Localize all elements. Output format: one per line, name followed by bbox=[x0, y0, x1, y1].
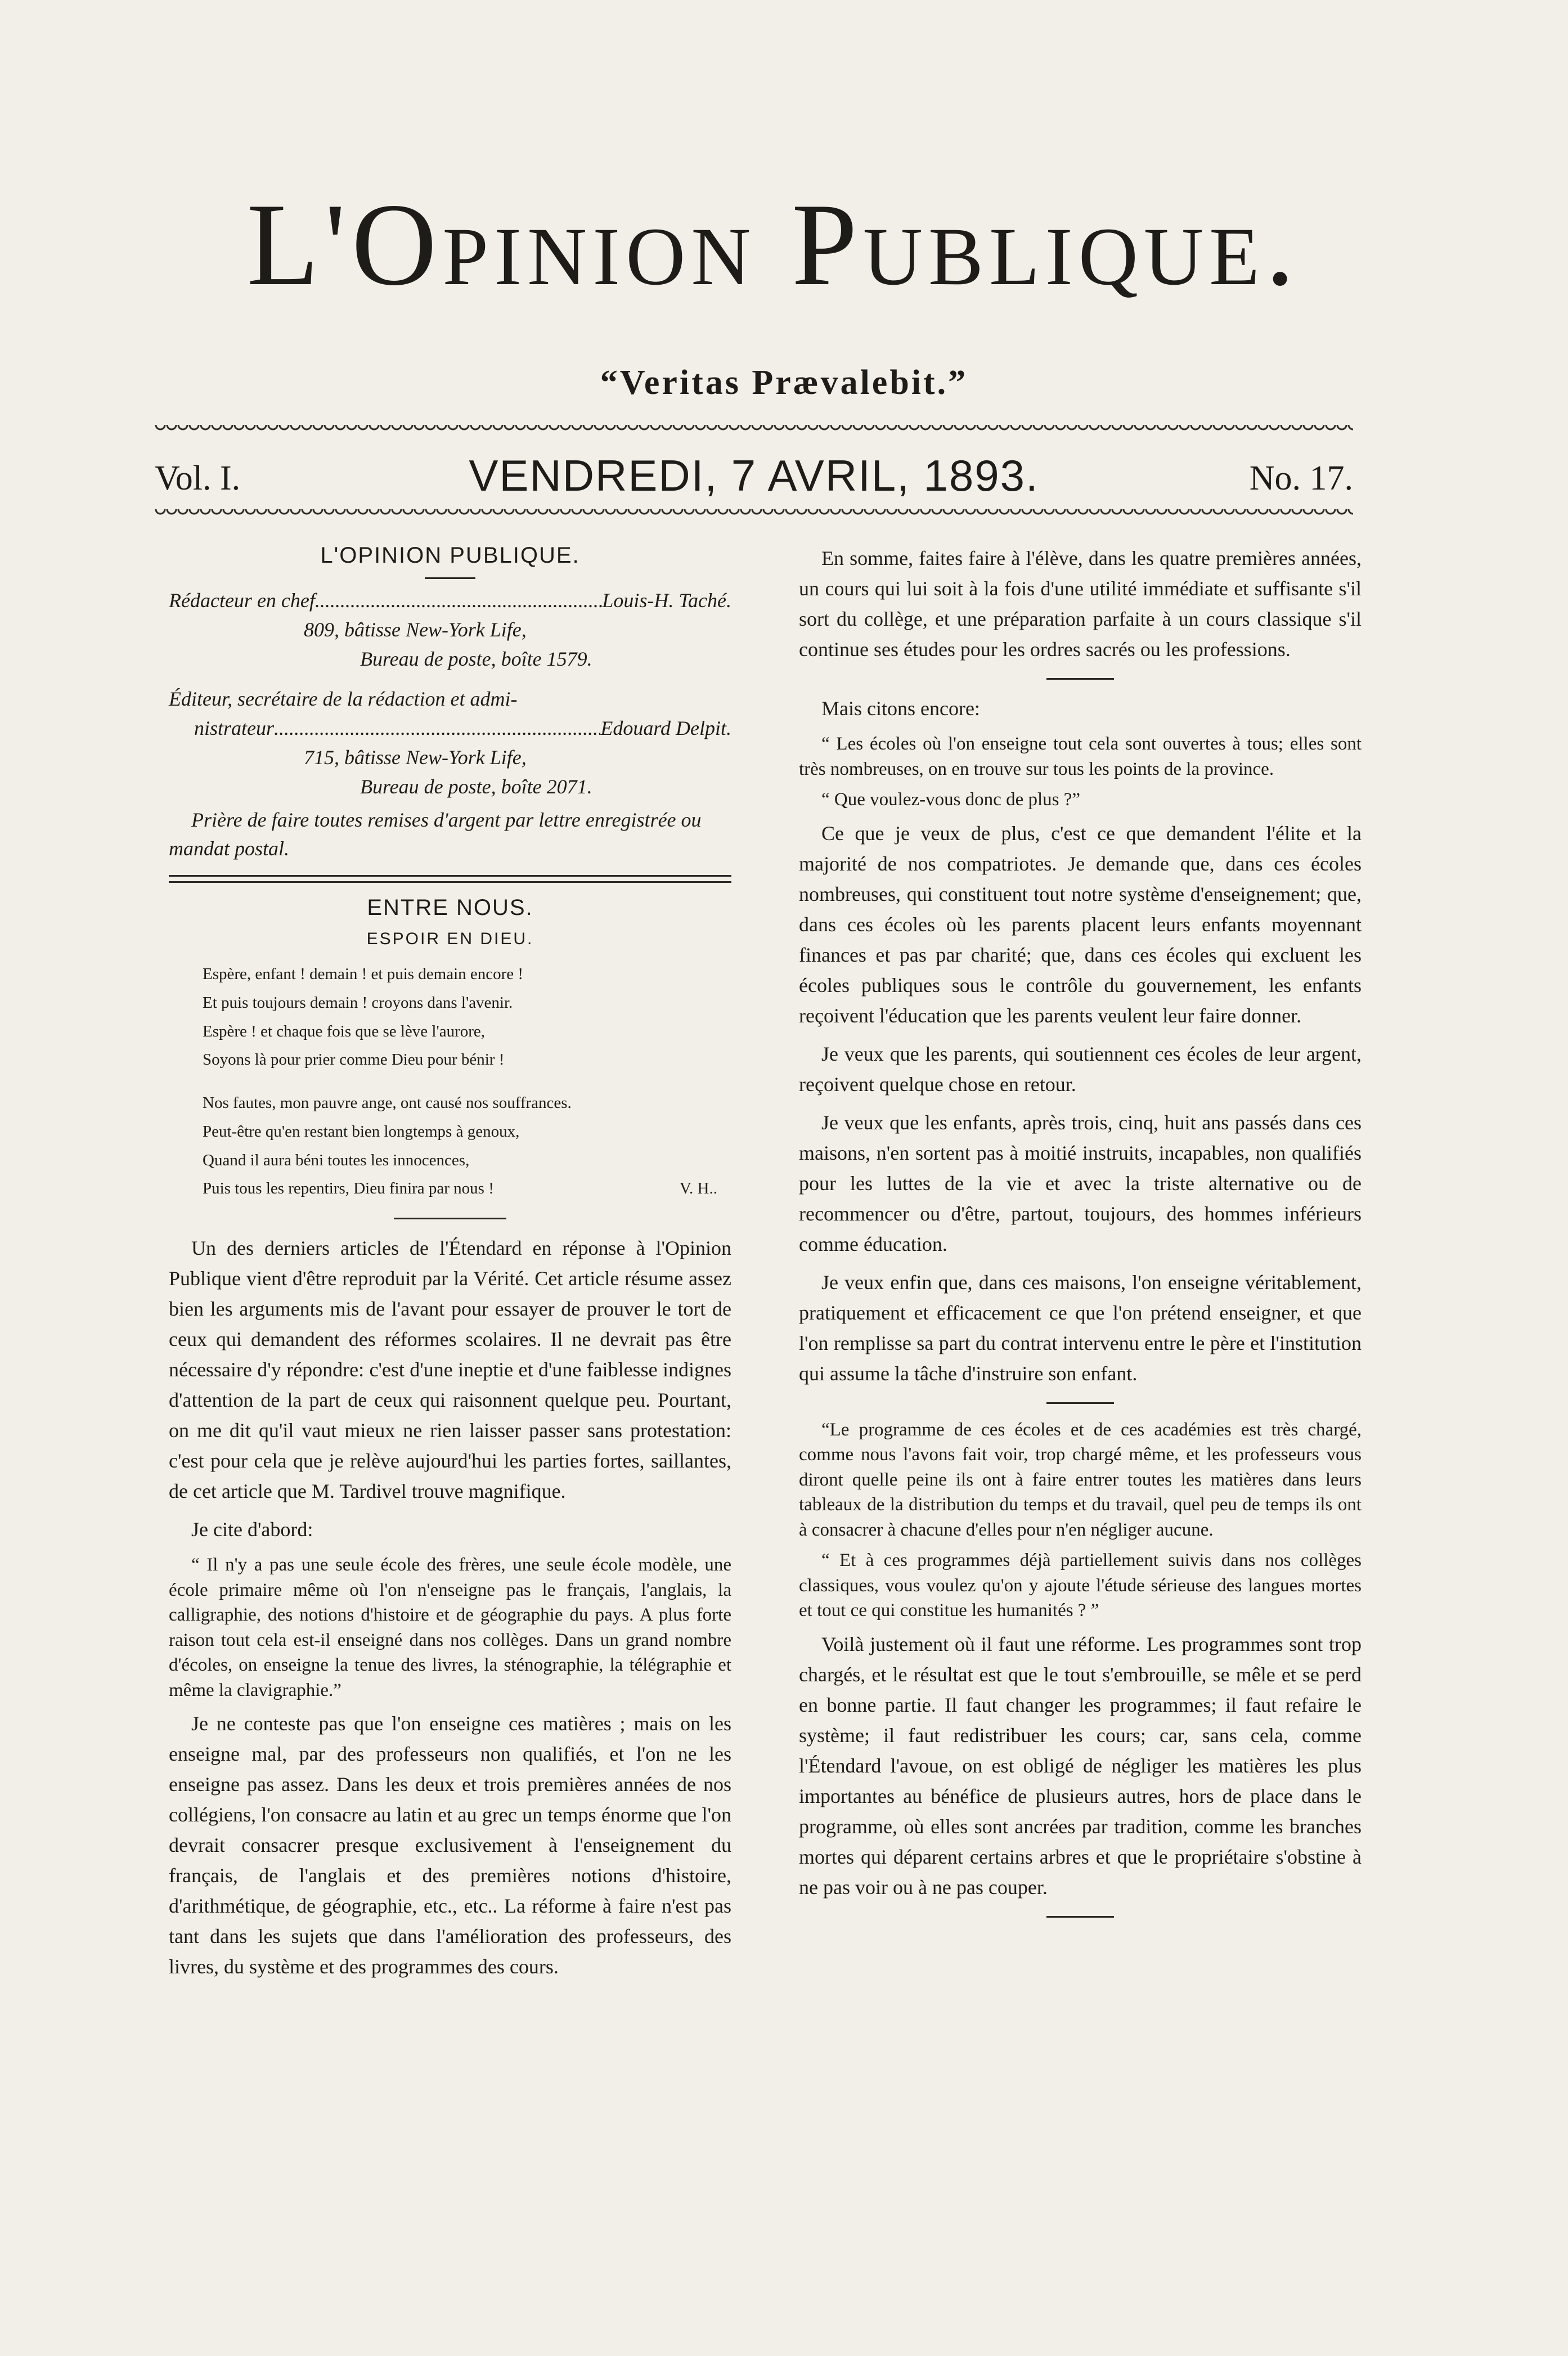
article-quote: “ Et à ces programmes déjà partiellement suivis dans nos collèges classiques, vous voulez qu'on y ajoute l'étude sérieuse des langues mortes et tout ce qui constitue les humanités ? ” bbox=[799, 1550, 1362, 1621]
poem-line: Espère ! et chaque fois que se lève l'aurore, bbox=[203, 1022, 486, 1040]
article-quote: “ Il n'y a pas une seule école des frères, une seule école modèle, une école primaire même où l'on n'enseigne pas le français, l'anglais, la calligraphie, des notions d'histoire et de géographie du pays. A plus forte raison tout cela est-il enseigné dans nos collèges. Dans un grand nombre d'écoles, on enseigne la tenue des livres, la sténographie, la télégraphie et même la clavigraphie.” bbox=[169, 1555, 731, 1700]
editor-line bbox=[169, 586, 731, 615]
article-paragraph: Je veux que les parents, qui soutiennent ces écoles de leur argent, reçoivent quelque chose en retour. bbox=[799, 1042, 1362, 1096]
article-paragraph: Je veux que les enfants, après trois, cinq, huit ans passés dans ces maisons, n'en sortent pas à moitié instruits, incapables, non qualifiés pour les luttes de la vie et avec la triste alternative ou de recommencer ou d'être, partout, toujours, des hommes inférieurs comme éducation. bbox=[799, 1111, 1362, 1255]
publisher-role-2: nistrateur bbox=[194, 716, 275, 739]
article-paragraph: Voilà justement où il faut une réforme. Les programmes sont trop chargés, et le résultat est que le tout s'embrouille, se mêle et se perd en bonne partie. Il faut changer les programmes; il faut refaire le système; il faut redistribuer les cours; car, sans cela, comme l'Étendard l'avoue, on est obligé de négliger les matières les plus importantes au bénéfice de plusieurs autres, hors de place dans le programme, où elles sont ancrées par tradition, comme les branches mortes qui déparent certains arbres et que le propriétaire s'obstine à ne pas voir ou à ne pas couper. bbox=[799, 1633, 1362, 1899]
payment-notice: Prière de faire toutes remises d'argent par lettre enregistrée ou mandat postal. bbox=[169, 809, 702, 860]
article-paragraph: Je cite d'abord: bbox=[191, 1518, 313, 1541]
editor-box: Bureau de poste, boîte 1579. bbox=[360, 648, 592, 671]
volume-label: Vol. I. bbox=[155, 459, 241, 497]
poem-line: Nos fautes, mon pauvre ange, ont causé nos souffrances. bbox=[203, 1094, 572, 1112]
divider bbox=[425, 577, 475, 579]
double-rule bbox=[169, 875, 731, 883]
poem-line: Et puis toujours demain ! croyons dans l'avenir. bbox=[203, 993, 513, 1012]
poem-line: Peut-être qu'en restant bien longtemps à genoux, bbox=[203, 1122, 520, 1141]
masthead-motto: “Veritas Prævalebit.” bbox=[600, 364, 968, 402]
entre-nous-heading: ENTRE NOUS. bbox=[367, 895, 533, 921]
right-column bbox=[799, 543, 1362, 1931]
poem-signature: V. H.. bbox=[679, 1179, 717, 1198]
publisher-address: 715, bâtisse New-York Life, bbox=[304, 746, 527, 769]
divider bbox=[1046, 678, 1114, 680]
article-quote: “ Que voulez-vous donc de plus ?” bbox=[821, 789, 1081, 810]
poem bbox=[169, 960, 731, 1203]
publisher-name: Edouard Delpit. bbox=[600, 716, 731, 739]
poem-stanza bbox=[203, 960, 731, 1074]
poem-line-text: Puis tous les repentirs, Dieu finira par nous ! bbox=[203, 1179, 494, 1198]
article-quote: “ Les écoles où l'on enseigne tout cela sont ouvertes à tous; elles sont très nombreuses, on en trouve sur tous les points de la province. bbox=[799, 734, 1362, 779]
leader-dots bbox=[315, 586, 602, 615]
poem-line: Quand il aura béni toutes les innocences, bbox=[203, 1151, 470, 1169]
publisher-line bbox=[169, 713, 731, 743]
publisher-box: Bureau de poste, boîte 2071. bbox=[360, 775, 592, 798]
divider bbox=[1046, 1402, 1114, 1404]
wavy-rule-bottom bbox=[155, 509, 1353, 522]
editor-address: 809, bâtisse New-York Life, bbox=[304, 618, 527, 641]
staff-heading: L'OPINION PUBLIQUE. bbox=[320, 543, 580, 568]
poem-stanza bbox=[203, 1089, 731, 1203]
article-paragraph: En somme, faites faire à l'élève, dans les quatre premières années, un cours qui lui soit à la fois d'une utilité immédiate et suffisante s'il sort du collège, et une préparation parfaite à un cours classique s'il continue ses études pour les ordres sacrés ou les professions. bbox=[799, 547, 1362, 661]
divider bbox=[1046, 1916, 1114, 1918]
article-paragraph: Je ne conteste pas que l'on enseigne ces matières ; mais on les enseigne mal, par des professeurs non qualifiés, et l'on ne les enseigne pas assez. Dans les deux et trois premières années de nos collégiens, l'on consacre au latin et au grec un temps énorme que l'on devrait consacrer presque exclusivement à l'enseignement du français, de l'anglais et des premières notions d'histoire, d'arithmétique, de géographie, etc., etc.. La réforme à faire n'est pas tant dans les sujets que dans l'amélioration des professeurs, des livres, du système et des programmes des cours. bbox=[169, 1712, 731, 1978]
publisher-role-1: Éditeur, secrétaire de la rédaction et admi- bbox=[169, 687, 518, 710]
staff-box bbox=[169, 586, 731, 801]
editor-role: Rédacteur en chef bbox=[169, 589, 315, 612]
article-paragraph: Mais citons encore: bbox=[821, 697, 980, 720]
left-column bbox=[169, 543, 731, 1990]
issue-bar bbox=[155, 447, 1353, 498]
wavy-rule-top bbox=[155, 425, 1353, 437]
article-paragraph: Un des derniers articles de l'Étendard en réponse à l'Opinion Publique vient d'être reproduit par la Vérité. Cet article résume assez bien les arguments mis de l'avant pour essayer de prouver le tort de ceux qui demandent des réformes scolaires. Il ne devrait pas être nécessaire d'y répondre: c'est d'une ineptie et d'une faiblesse indignes d'attention de la part de ceux qui raisonnent quelque peu. Pourtant, on me dit qu'il vaut mieux ne rien laisser passer sans protestation: c'est pour cela que je relève aujourd'hui les parties fortes, saillantes, de cet article que M. Tardivel trouve magnifique. bbox=[169, 1237, 731, 1503]
issue-date: VENDREDI, 7 AVRIL, 1893. bbox=[469, 451, 1039, 500]
poem-line: Soyons là pour prier comme Dieu pour bénir ! bbox=[203, 1051, 505, 1069]
poem-line: Espère, enfant ! demain ! et puis demain encore ! bbox=[203, 965, 524, 984]
poem-line bbox=[203, 1174, 731, 1203]
ornament-rule bbox=[394, 1218, 506, 1219]
article-paragraph: Ce que je veux de plus, c'est ce que demandent l'élite et la majorité de nos compatriotes. Je demande que, dans ces écoles nombreuses, qui constituent tout notre système d'enseignement; que, dans ces écoles où les parents placent leurs enfants moyennant finances et pas par charité; que, dans ces écoles qui excluent les écoles publiques sous le contrôle du gouvernement, les enfants reçoivent l'éducation que les parents veulent leur faire donner. bbox=[799, 822, 1362, 1027]
article-quote: “Le programme de ces écoles et de ces académies est très chargé, comme nous l'avons fait voir, trop chargé même, et les professeurs vous diront quelle peine ils ont à faire entrer toutes les matières dans leurs tableaux de la distribution du temps et du travail, quel peu de temps ils ont à consacrer à chacune d'elles pour n'en négliger aucune. bbox=[799, 1419, 1362, 1540]
masthead-title: L'Opinion Publique. bbox=[246, 179, 1301, 310]
editor-name: Louis-H. Taché. bbox=[602, 589, 731, 612]
issue-number: No. 17. bbox=[1249, 459, 1353, 497]
poem-title: ESPOIR EN DIEU. bbox=[366, 930, 534, 949]
article-paragraph: Je veux enfin que, dans ces maisons, l'on enseigne véritablement, pratiquement et efficacement ce que l'on prétend enseigner, et que l'on remplisse sa part du contrat intervenu entre le père et l'institution qui assume la tâche d'instruire son enfant. bbox=[799, 1271, 1362, 1385]
leader-dots bbox=[274, 713, 600, 743]
